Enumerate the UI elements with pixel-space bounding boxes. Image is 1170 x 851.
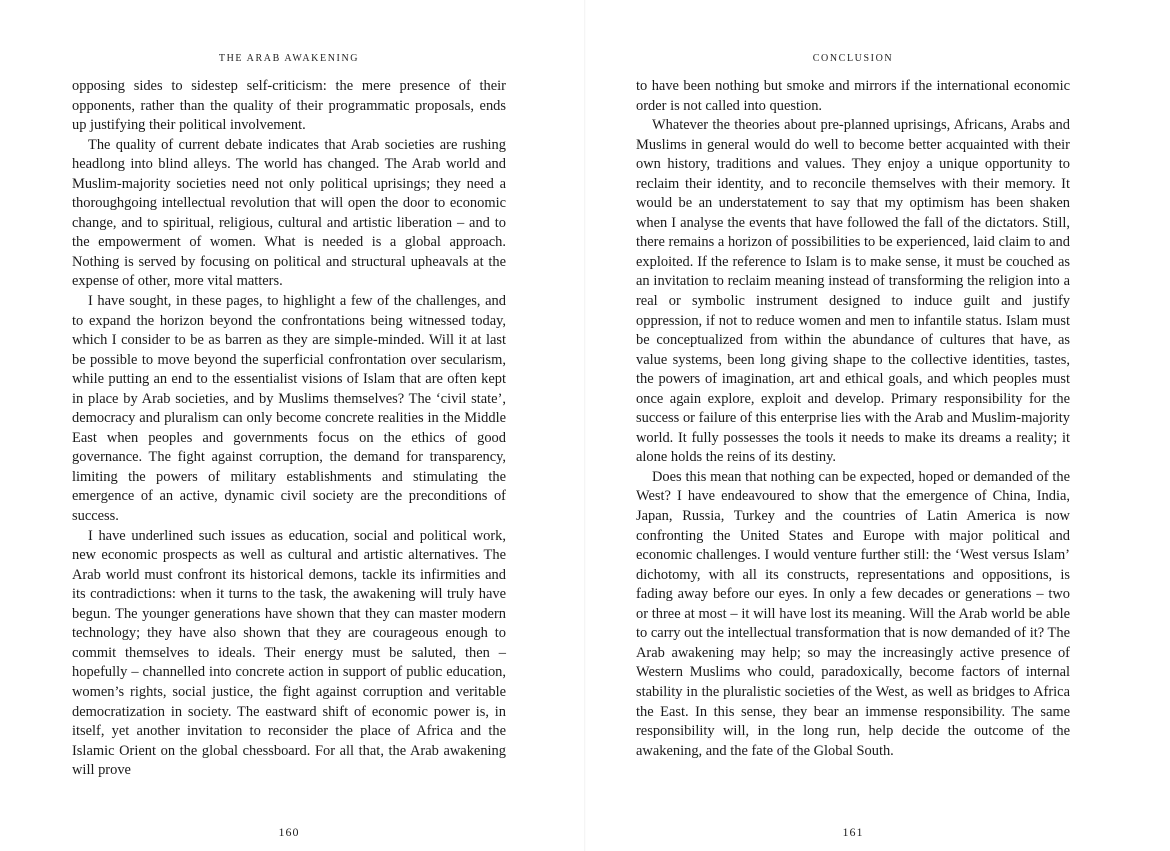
paragraph: opposing sides to sidestep self-criticism: the mere presence of their opponents, rather than the quality of their programmatic proposals, ends up justifying their political involvement. [72,78,506,134]
right-page [636,0,1070,851]
right-page-body [636,77,1070,761]
paragraph: I have sought, in these pages, to highlight a few of the challenges, and to expand the horizon beyond the confrontations being witnessed today, which I consider to be as barren as they are simple-minded. Will it at last be possible to move beyond the superficial confrontation over secularism, while putting an end to the essentialist visions of Islam that are often kept in place by Arab societies, and by Muslims themselves? The ‘civil state’, democracy and pluralism can only become concrete realities in the Middle East when peoples and governments focus on the ethics of good governance. The fight against corruption, the demand for transparency, limiting the powers of military establishments and stimulating the emergence of an active, dynamic civil society are the preconditions of success. [72,293,506,525]
paragraph: to have been nothing but smoke and mirrors if the international economic order is not called into question. [636,78,1070,114]
left-page-body [72,77,506,781]
paragraph: Does this mean that nothing can be expected, hoped or demanded of the West? I have endeavoured to show that the emergence of China, India, Japan, Russia, Turkey and the countries of Latin America is now confronting the United States and Europe with major political and economic challenges. I would venture further still: the ‘West versus Islam’ dichotomy, with all its constructs, representations and oppositions, is fading away before our eyes. In only a few decades or generations – two or three at most – it will have lost its meaning. Will the Arab world be able to carry out the intellectual transformation that is now demanded of it? The Arab awakening may help; so may the increasingly active presence of Western Muslims who could, paradoxically, become factors of internal stability in the pluralistic societies of the West, as well as bridges to Africa the East. In this sense, they bear an immense responsibility. The same responsibility will, in the long run, help decide the outcome of the awakening, and the fate of the Global South. [636,468,1070,759]
paragraph: Whatever the theories about pre-planned uprisings, Africans, Arabs and Muslims in general would do well to become better acquainted with their own history, traditions and values. They enjoy a unique opportunity to reclaim their identity, and to reconcile themselves with their memory. It would be an understatement to say that my optimism has been shaken when I analyse the events that have followed the fall of the dictators. Still, there remains a horizon of possibilities to be experienced, laid claim to and exploited. If the reference to Islam is to make sense, it must be couched as an invitation to reclaim meaning instead of transforming the religion into a real or symbolic instrument designed to induce guilt and justify oppression, if not to reduce women and men to infantile status. Islam must be conceptualized from within the abundance of cultures that have, as value systems, been long giving shape to the collective identities, tastes, the powers of imagination, art and ethical goals, and which peoples must once again explore, exploit and develop. Primary responsibility for the success or failure of this enterprise lies with the Arab and Muslim-majority world. It fully possesses the tools it needs to make its dreams a reality; it alone holds the reins of its destiny. [636,117,1070,466]
page-number-left: 160 [278,825,300,839]
paragraph: I have underlined such issues as education, social and political work, new economic prospects as well as cultural and artistic alternatives. The Arab world must confront its historical demons, tackle its infirmities and its contradictions: when it turns to the task, the awakening will truly have begun. The younger generations have shown that they can master modern technology; they have also shown that they are courageous enough to commit themselves to ideals. Their energy must be saluted, then – hopefully – channelled into concrete action in support of public education, women’s rights, social justice, the fight against corruption and veritable democratization in society. The eastward shift of economic power is, in itself, yet another invitation to reconsider the place of Africa and the Islamic Orient on the global chessboard. For all that, the Arab awakening will prove [72,527,506,779]
running-head-right: CONCLUSION [812,53,894,64]
book-gutter [584,0,586,851]
page-number-right: 161 [842,825,864,839]
paragraph: The quality of current debate indicates that Arab societies are rushing headlong into blind alleys. The world has changed. The Arab world and Muslim-majority societies need not only political uprisings; they need a thoroughgoing intellectual revolution that will open the door to economic change, and to spiritual, religious, cultural and artistic liberation – and to the empowerment of women. What is needed is a global approach. Nothing is served by focusing on political and structural upheavals at the expense of other, more vital matters. [72,136,506,290]
running-head-left: THE ARAB AWAKENING [218,53,360,64]
left-page [72,0,506,851]
